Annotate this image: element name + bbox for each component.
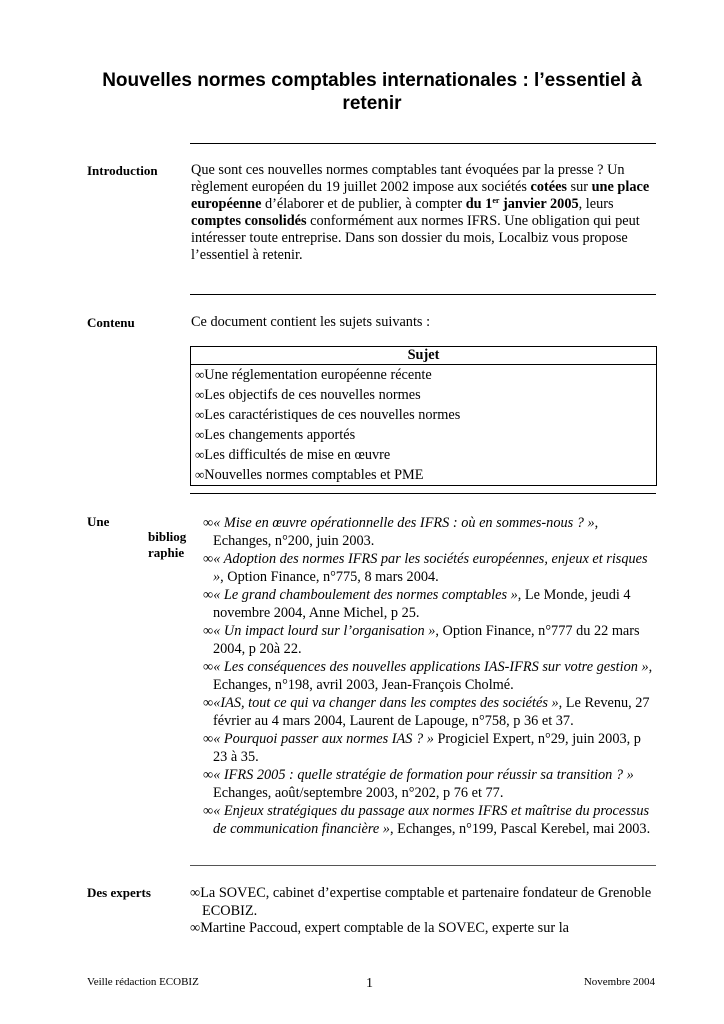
bullet-icon: ∞	[195, 447, 205, 462]
bullet-icon: ∞	[195, 467, 205, 482]
list-item: ∞La SOVEC, cabinet d’expertise comptable et partenaire fondateur de Grenoble ECOBIZ.	[190, 885, 652, 919]
bibliographie-label-line2: bibliog	[148, 529, 187, 544]
experts-list	[190, 885, 656, 938]
bullet-icon: ∞	[190, 920, 201, 936]
experts-label: Des experts	[87, 885, 151, 900]
list-item: ∞« Le grand chamboulement des normes comptables », Le Monde, jeudi 4 novembre 2004, Anne Michel, p 25.	[203, 587, 631, 621]
list-item: ∞« Un impact lourd sur l’organisation », Option Finance, n°777 du 22 mars 2004, p 20à 22.	[203, 623, 640, 657]
bullet-icon: ∞	[195, 367, 205, 382]
list-item: ∞« Mise en œuvre opérationnelle des IFRS : où en sommes-nous ? », Echanges, n°200, juin 2003.	[203, 515, 599, 549]
table-row: ∞Les changements apportés	[191, 425, 657, 445]
subject-table	[190, 346, 657, 486]
table-row: ∞Les caractéristiques de ces nouvelles normes	[191, 405, 657, 425]
bullet-icon: ∞	[203, 587, 214, 603]
contenu-intro: Ce document contient les sujets suivants :	[191, 314, 431, 330]
bullet-icon: ∞	[203, 515, 214, 531]
bullet-icon: ∞	[203, 659, 214, 675]
table-row: ∞Les difficultés de mise en œuvre	[191, 445, 657, 465]
list-item: ∞« Enjeux stratégiques du passage aux normes IFRS et maîtrise du processus de communication financière », Echanges, n°199, Pascal Kerebel, mai 2003.	[203, 803, 651, 837]
page-title: Nouvelles normes comptables internationales : l’essentiel à retenir	[102, 70, 642, 114]
list-item: ∞«IAS, tout ce qui va changer dans les comptes des sociétés », Le Revenu, 27 février au 4 mars 2004, Laurent de Lapouge, n°758, p 36 et 37.	[203, 695, 650, 729]
table-row: ∞Nouvelles normes comptables et PME	[191, 465, 657, 486]
bibliographie-label-line1: Une	[87, 514, 110, 529]
table-row: ∞Les objectifs de ces nouvelles normes	[191, 385, 657, 405]
bullet-icon: ∞	[203, 731, 214, 747]
bibliographie-label-line3: raphie	[148, 545, 185, 560]
bullet-icon: ∞	[195, 407, 205, 422]
section-divider	[190, 143, 656, 144]
bullet-icon: ∞	[203, 767, 214, 783]
bullet-icon: ∞	[203, 803, 214, 819]
footer-right: Novembre 2004	[583, 976, 655, 988]
table-header: Sujet	[191, 347, 657, 365]
bullet-icon: ∞	[195, 387, 205, 402]
bibliography-list	[203, 515, 655, 839]
introduction-label: Introduction	[87, 163, 158, 178]
bullet-icon: ∞	[203, 695, 214, 711]
list-item: ∞« Adoption des normes IFRS par les sociétés européennes, enjeux et risques », Option Finance, n°775, 8 mars 2004.	[203, 551, 648, 585]
footer-left: Veille rédaction ECOBIZ	[87, 976, 199, 988]
section-divider	[190, 493, 656, 494]
bullet-icon: ∞	[203, 551, 214, 567]
page-number: 1	[366, 976, 373, 991]
bullet-icon: ∞	[203, 623, 214, 639]
list-item: ∞« Les conséquences des nouvelles applications IAS-IFRS sur votre gestion », Echanges, n°198, avril 2003, Jean-François Cholmé.	[203, 659, 653, 693]
list-item: ∞« Pourquoi passer aux normes IAS ? » Progiciel Expert, n°29, juin 2003, p 23 à 35.	[203, 731, 641, 765]
bullet-icon: ∞	[190, 885, 201, 901]
introduction-text: Que sont ces nouvelles normes comptables tant évoquées par la presse ? Un règlement européen du 19 juillet 2002 impose aux sociétés cotées sur une place européenne d’élaborer et de publier, à compter du 1er janvier 2005, leurs comptes consolidés conformément aux normes IFRS. Une obligation qui peut intéresser toute entreprise. Dans son dossier du mois, Localbiz vous propose l’essentiel à retenir.	[191, 162, 650, 263]
table-row: ∞Une réglementation européenne récente	[191, 365, 657, 386]
list-item: ∞Martine Paccoud, expert comptable de la SOVEC, experte sur la	[190, 920, 570, 936]
section-divider	[190, 294, 656, 295]
list-item: ∞« IFRS 2005 : quelle stratégie de formation pour réussir sa transition ? » Echanges, août/septembre 2003, n°202, p 76 et 77.	[203, 767, 634, 801]
contenu-label: Contenu	[87, 315, 135, 330]
bullet-icon: ∞	[195, 427, 205, 442]
section-divider	[190, 865, 656, 866]
